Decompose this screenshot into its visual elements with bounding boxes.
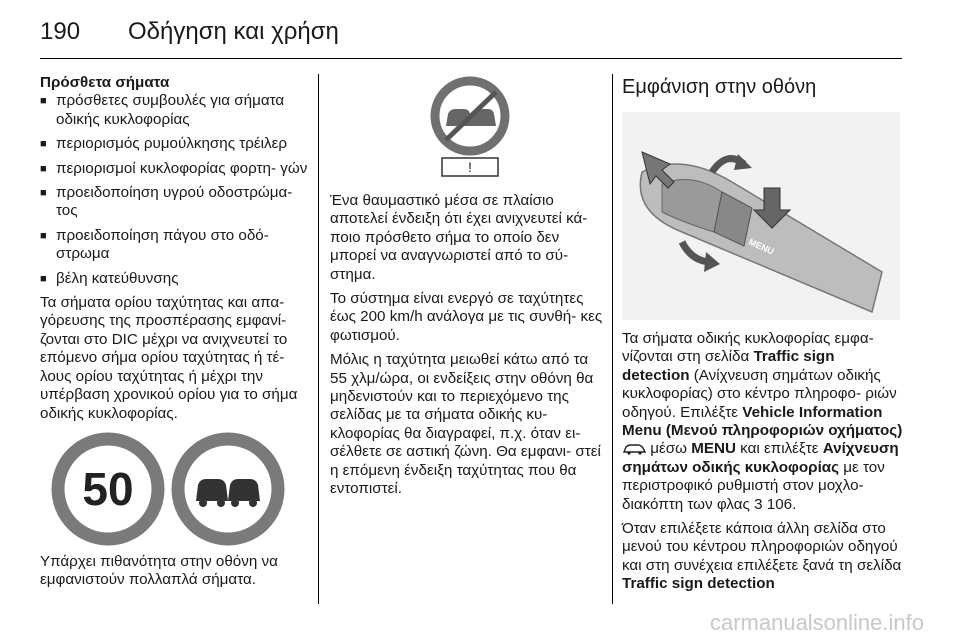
menu-term: MENU bbox=[691, 440, 736, 458]
no-overtaking-sign-icon bbox=[178, 439, 278, 539]
body-paragraph bbox=[622, 330, 904, 514]
menu-term: Ανίχνευση σημάτων οδικής κυκλοφορίας bbox=[622, 440, 899, 476]
column-1 bbox=[40, 74, 308, 596]
text-run: Όταν επιλέξετε κάποια άλλη σελίδα στο μενού του κέντρου πληροφοριών οδηγού και στη συνέχεια επιλέξετε ξανά τη σελίδα bbox=[622, 520, 902, 574]
column-3 bbox=[622, 74, 904, 600]
text-run: (Ανίχνευση σημάτων οδικής κυκλοφορίας) στο κέντρο πληροφο- ριών οδηγού. Επιλέξτε bbox=[622, 366, 897, 421]
section-heading: Εμφάνιση στην οθόνη bbox=[622, 76, 817, 98]
supplementary-sign-text: ! bbox=[468, 159, 472, 175]
stalk-menu-label: MENU bbox=[747, 236, 776, 257]
additional-signs-list bbox=[40, 92, 308, 288]
body-paragraph: Τα σήματα ορίου ταχύτητας και απα- γόρευσης της προσπέρασης εμφανί- ζονται στο DIC μέχρι να ανιχνευτεί το επόμενο σήμα ορίου ταχύτητας ή τέ- λους ορίου ταχύτητας ή μέχρι την υπέρβαση χρονικού ορίου για το σήμα οδικής κυκλοφορίας. bbox=[40, 294, 298, 422]
chapter-title: Οδήγηση και χρήση bbox=[128, 18, 339, 45]
body-paragraph: Το σύστημα είναι ενεργό σε ταχύτητες έως 200 km/h ανάλογα με τις συνθή- κες φωτισμού. bbox=[330, 290, 603, 344]
body-paragraph bbox=[622, 520, 904, 594]
turn-signal-stalk-illustration bbox=[622, 112, 900, 320]
speed-and-no-overtaking-signs-illustration bbox=[40, 429, 300, 549]
list-item: ■ προειδοποίηση υγρού οδοστρώμα- τος bbox=[40, 184, 308, 221]
text-run: Τα σήματα οδικής κυκλοφορίας εμφα- νίζονται στη σελίδα bbox=[622, 330, 874, 366]
page-header bbox=[40, 12, 920, 58]
additional-signs-heading: Πρόσθετα σήματα bbox=[40, 74, 170, 91]
list-item: ■ βέλη κατεύθυνσης bbox=[40, 270, 308, 288]
body-paragraph: Υπάρχει πιθανότητα στην οθόνη να εμφανιστούν πολλαπλά σήματα. bbox=[40, 552, 278, 589]
car-icon bbox=[622, 443, 646, 455]
page-number: 190 bbox=[40, 18, 81, 45]
text-run: και επιλέξτε bbox=[735, 440, 823, 458]
text-run: με τον περιστροφικό ρυθμιστή στον μοχλο- διακόπτη των φλας bbox=[622, 458, 885, 513]
body-paragraph: Μόλις η ταχύτητα μειωθεί κάτω από τα 55 χλμ/ώρα, οι ενδείξεις στην οθόνη θα μηδενιστούν και το περιεχόμενο της σελίδας με τα σήματα οδικής κυ- κλοφορίας θα διαγραφεί, π.χ. όταν ει- σέλθετε σε αστική ζώνη. Θα εμφανι- στεί η επόμενη ένδειξη ταχύτητας που θα εντοπιστεί. bbox=[330, 351, 601, 498]
menu-term: Vehicle Information Menu (Μενού πληροφοριών οχήματος) bbox=[622, 403, 903, 440]
menu-term: Traffic sign detection bbox=[622, 575, 775, 593]
column-divider bbox=[318, 74, 319, 604]
speed-limit-sign bbox=[58, 439, 158, 539]
page-reference-icon: 3 bbox=[754, 495, 763, 513]
text-run: μέσω bbox=[650, 440, 692, 458]
watermark: carmanualsonline.info bbox=[709, 610, 924, 635]
menu-term: Traffic sign detection bbox=[622, 348, 835, 384]
end-of-no-overtaking-sign-illustration bbox=[330, 74, 604, 178]
list-item: ■ πρόσθετες συμβουλές για σήματα οδικής κυκλοφορίας bbox=[40, 92, 308, 129]
list-item: ■ περιορισμοί κυκλοφορίας φορτη- γών bbox=[40, 160, 308, 178]
header-rule bbox=[40, 58, 902, 59]
column-2 bbox=[330, 74, 604, 505]
text-run: 106. bbox=[762, 495, 797, 513]
column-divider bbox=[612, 74, 613, 604]
list-item: ■ περιορισμός ρυμούλκησης τρέιλερ bbox=[40, 135, 308, 153]
end-of-no-overtaking-sign-icon bbox=[435, 81, 505, 151]
list-item: ■ προειδοποίηση πάγου στο οδό- στρωμα bbox=[40, 227, 308, 264]
body-paragraph: Ένα θαυμαστικό μέσα σε πλαίσιο αποτελεί ένδειξη ότι έχει ανιχνευτεί κά- ποιο πρόσθετο σήμα το οποίο δεν μπορεί να αναγνωριστεί από το σύ- στημα. bbox=[330, 192, 588, 283]
speed-limit-value: 50 bbox=[82, 462, 134, 515]
